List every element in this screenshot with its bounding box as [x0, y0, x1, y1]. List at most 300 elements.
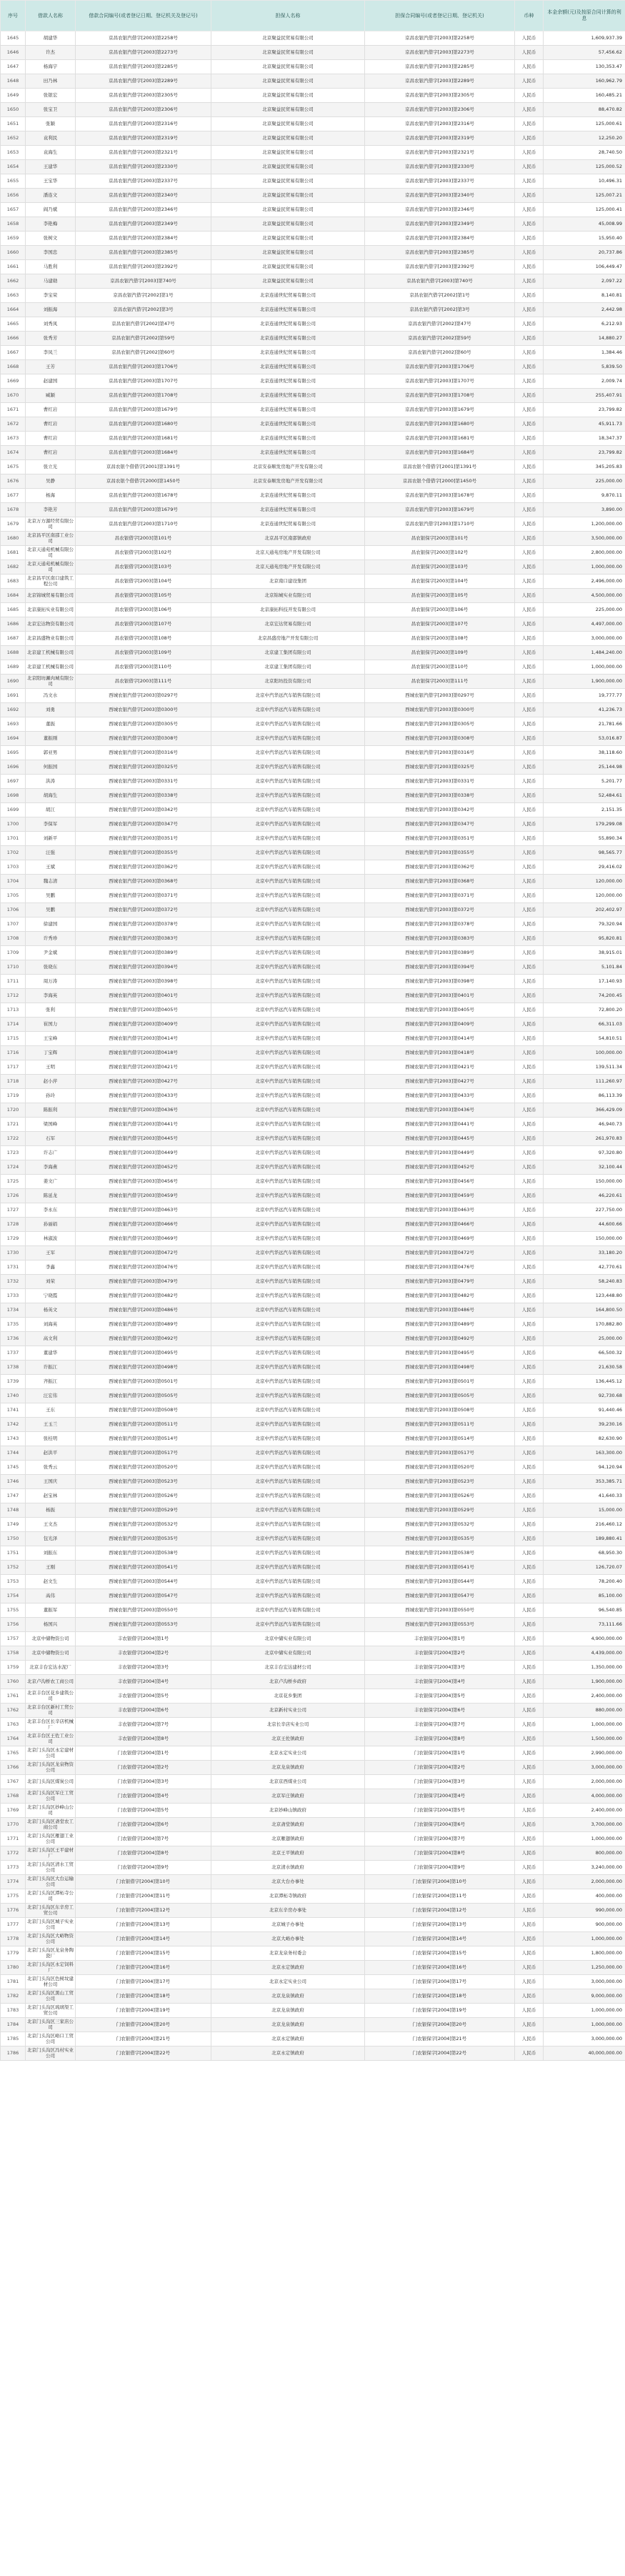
cell-borrower: 北京门头沟区色树坟建材公司	[26, 1975, 76, 1989]
cell-guarantee-contract: 西城农银汽借字[2003]第0389号	[365, 946, 515, 960]
table-row	[1, 760, 625, 775]
cell-amount: 5,101.84	[544, 960, 625, 975]
cell-currency: 人民币	[515, 1989, 544, 2004]
cell-amount: 1,609,937.39	[544, 31, 625, 46]
cell-guarantee-contract: 西城农银汽借字[2003]第0508号	[365, 1403, 515, 1418]
cell-guarantor: 北京阳坊投资有限公司	[211, 675, 365, 689]
cell-borrower: 北京丰台区花乡建筑公司	[26, 1689, 76, 1704]
cell-seq: 1658	[1, 217, 26, 232]
cell-guarantor: 北京王佐镇政府	[211, 1732, 365, 1746]
cell-borrower: 齐振江	[26, 1375, 76, 1389]
cell-guarantor: 北京连通世纪贸易有限公司	[211, 517, 365, 532]
cell-guarantor: 北京连通世纪贸易有限公司	[211, 346, 365, 360]
cell-borrower: 北京中储物资公司	[26, 1646, 76, 1661]
cell-currency: 人民币	[515, 489, 544, 503]
cell-guarantee-contract: 京昌农银汽借字[2002]第59号	[365, 332, 515, 346]
cell-guarantee-contract: 丰农银保字[2004]第6号	[365, 1704, 515, 1718]
cell-guarantee-contract: 西城农银汽借字[2003]第0398号	[365, 975, 515, 989]
cell-amount: 15,000.00	[544, 1503, 625, 1518]
cell-borrower: 张银宏	[26, 89, 76, 103]
cell-seq: 1771	[1, 1832, 26, 1846]
cell-loan-contract: 西城农银汽借字[2003]第0342号	[76, 803, 211, 817]
cell-amount: 4,497,000.00	[544, 617, 625, 632]
table-row	[1, 74, 625, 89]
cell-guarantor: 北京聚益民贸易有限公司	[211, 174, 365, 189]
cell-loan-contract: 西城农银汽借字[2003]第0547号	[76, 1589, 211, 1603]
cell-borrower: 杨英文	[26, 1303, 76, 1318]
cell-amount: 3,700,000.00	[544, 1818, 625, 1832]
cell-borrower: 北京宏达物资有限公司	[26, 617, 76, 632]
cell-guarantor: 北京中汽华远汽车销售有限公司	[211, 1532, 365, 1546]
cell-seq: 1776	[1, 1904, 26, 1918]
cell-amount: 5,201.77	[544, 775, 625, 789]
cell-borrower: 陈振利	[26, 1103, 76, 1118]
cell-borrower: 刘海英	[26, 1318, 76, 1332]
cell-currency: 人民币	[515, 832, 544, 846]
cell-seq: 1757	[1, 1632, 26, 1646]
cell-guarantor: 北京连通世纪贸易有限公司	[211, 503, 365, 517]
cell-guarantor: 北京中汽华远汽车销售有限公司	[211, 760, 365, 775]
cell-seq: 1744	[1, 1446, 26, 1461]
cell-guarantor: 北京连通世纪贸易有限公司	[211, 374, 365, 389]
cell-seq: 1773	[1, 1861, 26, 1875]
cell-loan-contract: 西城农银汽借字[2003]第0532号	[76, 1518, 211, 1532]
cell-guarantor: 北京中汽华远汽车销售有限公司	[211, 1203, 365, 1218]
cell-currency: 人民币	[515, 760, 544, 775]
cell-currency: 人民币	[515, 474, 544, 489]
cell-guarantor: 北京聚益民贸易有限公司	[211, 217, 365, 232]
cell-guarantor: 北京中汽华远汽车销售有限公司	[211, 1489, 365, 1503]
cell-seq: 1700	[1, 817, 26, 832]
cell-seq: 1656	[1, 189, 26, 203]
cell-guarantor: 北京聚益民贸易有限公司	[211, 89, 365, 103]
cell-guarantee-contract: 西城农银汽借字[2003]第0362号	[365, 860, 515, 875]
table-row	[1, 603, 625, 617]
cell-seq: 1758	[1, 1646, 26, 1661]
cell-currency: 人民币	[515, 917, 544, 932]
cell-currency: 人民币	[515, 403, 544, 417]
cell-currency: 人民币	[515, 1718, 544, 1732]
cell-guarantee-contract: 西城农银汽借字[2003]第0456号	[365, 1175, 515, 1189]
cell-guarantor: 北京中汽华远汽车销售有限公司	[211, 875, 365, 889]
cell-loan-contract: 门农银借字[2004]第3号	[76, 1775, 211, 1789]
cell-guarantee-contract: 西城农银汽借字[2003]第0532号	[365, 1518, 515, 1532]
cell-currency: 人民币	[515, 989, 544, 1003]
cell-loan-contract: 门农银借字[2004]第16号	[76, 1961, 211, 1975]
cell-currency: 人民币	[515, 303, 544, 317]
cell-amount: 2,000,000.00	[544, 1775, 625, 1789]
cell-loan-contract: 西城农银汽借字[2003]第0433号	[76, 1089, 211, 1103]
cell-amount: 8,140.81	[544, 289, 625, 303]
cell-guarantee-contract: 门农银保字[2004]第21号	[365, 2032, 515, 2047]
cell-seq: 1691	[1, 689, 26, 703]
table-row	[1, 1675, 625, 1689]
table-row	[1, 1518, 625, 1532]
cell-borrower: 北京天通苑机械有限公司	[26, 546, 76, 560]
table-row	[1, 1618, 625, 1632]
cell-amount: 39,230.16	[544, 1418, 625, 1432]
cell-currency: 人民币	[515, 232, 544, 246]
cell-currency: 人民币	[515, 1175, 544, 1189]
cell-guarantor: 北京龙泉镇政府	[211, 1761, 365, 1775]
cell-guarantor: 北京中汽华远汽车销售有限公司	[211, 1132, 365, 1146]
cell-currency: 人民币	[515, 1804, 544, 1818]
cell-guarantee-contract: 丰农银保字[2004]第7号	[365, 1718, 515, 1732]
table-row	[1, 817, 625, 832]
cell-seq: 1730	[1, 1246, 26, 1260]
cell-amount: 3,000,000.00	[544, 1761, 625, 1775]
cell-currency: 人民币	[515, 2018, 544, 2032]
table-row	[1, 1489, 625, 1503]
cell-currency: 人民币	[515, 1732, 544, 1746]
cell-currency: 人民币	[515, 346, 544, 360]
cell-amount: 1,800,000.00	[544, 1946, 625, 1961]
cell-seq: 1650	[1, 103, 26, 117]
cell-currency: 人民币	[515, 131, 544, 146]
cell-borrower: 北京丰台宏达水泥厂	[26, 1661, 76, 1675]
cell-seq: 1760	[1, 1675, 26, 1689]
cell-guarantee-contract: 丰农银保字[2004]第4号	[365, 1675, 515, 1689]
cell-loan-contract: 京昌农银汽借字[2003]第2337号	[76, 174, 211, 189]
cell-guarantor: 北京中汽华远汽车销售有限公司	[211, 1346, 365, 1361]
cell-seq: 1766	[1, 1761, 26, 1775]
cell-amount: 345,205.83	[544, 460, 625, 474]
cell-seq: 1726	[1, 1189, 26, 1203]
cell-loan-contract: 西城农银汽借字[2003]第0401号	[76, 989, 211, 1003]
cell-amount: 216,460.12	[544, 1518, 625, 1532]
cell-currency: 人民币	[515, 31, 544, 46]
table-row	[1, 432, 625, 446]
cell-borrower: 北京康拓实业有限公司	[26, 603, 76, 617]
cell-seq: 1686	[1, 617, 26, 632]
cell-amount: 96,540.85	[544, 1603, 625, 1618]
cell-amount: 4,900,000.00	[544, 1632, 625, 1646]
cell-borrower: 李艳芳	[26, 503, 76, 517]
table-row	[1, 1403, 625, 1418]
cell-amount: 1,000,000.00	[544, 1718, 625, 1732]
cell-loan-contract: 西城农银汽借字[2003]第0526号	[76, 1489, 211, 1503]
cell-currency: 人民币	[515, 1332, 544, 1346]
cell-seq: 1786	[1, 2047, 26, 2061]
cell-borrower: 赵宝林	[26, 1489, 76, 1503]
cell-guarantee-contract: 门农银保字[2004]第18号	[365, 1989, 515, 2004]
cell-loan-contract: 西城农银汽借字[2003]第0325号	[76, 760, 211, 775]
cell-amount: 1,000,000.00	[544, 660, 625, 675]
cell-seq: 1693	[1, 717, 26, 732]
cell-seq: 1653	[1, 146, 26, 160]
cell-currency: 人民币	[515, 1403, 544, 1418]
cell-amount: 74,200.45	[544, 989, 625, 1003]
cell-amount: 23,799.82	[544, 446, 625, 460]
cell-amount: 33,180.20	[544, 1246, 625, 1260]
cell-loan-contract: 京昌农银汽借字[2003]第1679号	[76, 403, 211, 417]
cell-borrower: 李凤兰	[26, 346, 76, 360]
cell-guarantee-contract: 门农银保字[2004]第16号	[365, 1961, 515, 1975]
cell-seq: 1664	[1, 303, 26, 317]
cell-guarantee-contract: 京昌农银汽借字[2003]第2289号	[365, 74, 515, 89]
cell-amount: 1,200,000.00	[544, 517, 625, 532]
cell-borrower: 刘勇	[26, 703, 76, 717]
cell-seq: 1672	[1, 417, 26, 432]
cell-guarantee-contract: 京昌农银汽借字[2003]第2306号	[365, 103, 515, 117]
cell-seq: 1683	[1, 575, 26, 589]
cell-guarantor: 北京中汽华远汽车销售有限公司	[211, 746, 365, 760]
cell-guarantor: 北京昌平区南邵镇政府	[211, 532, 365, 546]
cell-loan-contract: 京昌农银汽借字[2003]第1680号	[76, 417, 211, 432]
cell-borrower: 李鑫	[26, 1260, 76, 1275]
cell-guarantor: 北京连通世纪贸易有限公司	[211, 417, 365, 432]
cell-seq: 1718	[1, 1075, 26, 1089]
cell-borrower: 吴鹏	[26, 903, 76, 917]
cell-amount: 66,500.32	[544, 1346, 625, 1361]
cell-borrower: 曹红岩	[26, 446, 76, 460]
cell-guarantee-contract: 昌农银保字[2003]第109号	[365, 646, 515, 660]
cell-guarantor: 北京中汽华远汽车销售有限公司	[211, 1260, 365, 1275]
cell-amount: 23,799.82	[544, 403, 625, 417]
cell-guarantor: 北京中汽华远汽车销售有限公司	[211, 689, 365, 703]
cell-guarantee-contract: 西城农银汽借字[2003]第0520号	[365, 1461, 515, 1475]
cell-guarantor: 北京城子办事处	[211, 1918, 365, 1932]
cell-borrower: 北京门头沟区城子实业公司	[26, 1918, 76, 1932]
cell-guarantor: 北京聚益民贸易有限公司	[211, 46, 365, 60]
cell-currency: 人民币	[515, 2004, 544, 2018]
cell-borrower: 高文利	[26, 1332, 76, 1346]
cell-guarantee-contract: 京昌农银汽借字[2003]第2305号	[365, 89, 515, 103]
cell-guarantor: 北京中汽华远汽车销售有限公司	[211, 789, 365, 803]
cell-currency: 人民币	[515, 1589, 544, 1603]
cell-guarantor: 北京中汽华远汽车销售有限公司	[211, 1461, 365, 1475]
cell-guarantor: 北京中汽华远汽车销售有限公司	[211, 703, 365, 717]
table-row	[1, 1389, 625, 1403]
cell-guarantor: 北京聚益民贸易有限公司	[211, 60, 365, 74]
cell-seq: 1670	[1, 389, 26, 403]
cell-amount: 126,720.07	[544, 1561, 625, 1575]
cell-borrower: 北京建工机械有限公司	[26, 646, 76, 660]
cell-borrower: 北京门头沟区永定建材公司	[26, 1746, 76, 1761]
cell-borrower: 北京门头沟区冯村实业公司	[26, 2047, 76, 2061]
cell-loan-contract: 门农银借字[2004]第11号	[76, 1889, 211, 1904]
cell-guarantor: 北京中汽华远汽车销售有限公司	[211, 960, 365, 975]
cell-guarantor: 北京永定镇政府	[211, 2047, 365, 2061]
cell-amount: 10,496.31	[544, 174, 625, 189]
cell-guarantor: 北京龙泉镇政府	[211, 2018, 365, 2032]
cell-currency: 人民币	[515, 1461, 544, 1475]
cell-amount: 14,880.27	[544, 332, 625, 346]
cell-borrower: 张宝卫	[26, 103, 76, 117]
cell-seq: 1669	[1, 374, 26, 389]
cell-loan-contract: 京昌农银汽借字[2003]第2289号	[76, 74, 211, 89]
cell-seq: 1738	[1, 1361, 26, 1375]
cell-loan-contract: 门农银借字[2004]第9号	[76, 1861, 211, 1875]
cell-guarantee-contract: 昌农银保字[2003]第105号	[365, 589, 515, 603]
cell-seq: 1785	[1, 2032, 26, 2047]
cell-seq: 1751	[1, 1546, 26, 1561]
cell-guarantee-contract: 西城农银汽借字[2003]第0459号	[365, 1189, 515, 1203]
cell-loan-contract: 西城农银汽借字[2003]第0489号	[76, 1318, 211, 1332]
cell-amount: 25,144.98	[544, 760, 625, 775]
cell-guarantor: 北京昌盛房地产开发有限公司	[211, 632, 365, 646]
cell-loan-contract: 丰农银借字[2004]第5号	[76, 1689, 211, 1704]
table-row	[1, 1446, 625, 1461]
cell-guarantee-contract: 京昌农银汽借字[2002]第1号	[365, 289, 515, 303]
cell-currency: 人民币	[515, 189, 544, 203]
cell-loan-contract: 西城农银汽借字[2003]第0421号	[76, 1060, 211, 1075]
cell-guarantee-contract: 京昌农银汽借字[2003]第2340号	[365, 189, 515, 203]
cell-guarantee-contract: 京昌农银汽借字[2003]第2337号	[365, 174, 515, 189]
cell-guarantee-contract: 京昌农银汽借字[2003]第2321号	[365, 146, 515, 160]
cell-borrower: 李国忠	[26, 246, 76, 260]
cell-amount: 91,440.46	[544, 1403, 625, 1418]
cell-seq: 1752	[1, 1561, 26, 1575]
cell-borrower: 刘新平	[26, 832, 76, 846]
cell-guarantor: 北京中汽华远汽车销售有限公司	[211, 1089, 365, 1103]
cell-guarantee-contract: 门农银保字[2004]第11号	[365, 1889, 515, 1904]
table-row	[1, 1418, 625, 1432]
cell-amount: 160,485.21	[544, 89, 625, 103]
cell-guarantor: 北京聚益民贸易有限公司	[211, 74, 365, 89]
cell-loan-contract: 门农银借字[2004]第19号	[76, 2004, 211, 2018]
cell-loan-contract: 西城农银汽借字[2003]第0351号	[76, 832, 211, 846]
cell-amount: 125,007.21	[544, 189, 625, 203]
cell-guarantor: 北京中汽华远汽车销售有限公司	[211, 1375, 365, 1389]
cell-guarantee-contract: 西城农银汽借字[2003]第0405号	[365, 1003, 515, 1018]
cell-loan-contract: 西城农银汽借字[2003]第0492号	[76, 1332, 211, 1346]
cell-currency: 人民币	[515, 889, 544, 903]
cell-borrower: 赵文生	[26, 1575, 76, 1589]
cell-guarantor: 北京聚益民贸易有限公司	[211, 160, 365, 174]
cell-seq: 1754	[1, 1589, 26, 1603]
cell-loan-contract: 京昌农银汽借字[2003]第1684号	[76, 446, 211, 460]
cell-seq: 1667	[1, 346, 26, 360]
cell-amount: 42,770.61	[544, 1260, 625, 1275]
cell-currency: 人民币	[515, 1132, 544, 1146]
table-row	[1, 1704, 625, 1718]
cell-guarantor: 北京中汽华远汽车销售有限公司	[211, 1032, 365, 1046]
cell-amount: 111,260.97	[544, 1075, 625, 1089]
cell-guarantor: 北京中汽华远汽车销售有限公司	[211, 817, 365, 832]
cell-borrower: 李宝荣	[26, 289, 76, 303]
cell-guarantee-contract: 京昌农银汽借字[2002]第3号	[365, 303, 515, 317]
cell-guarantor: 北京安泰顺发房地产开发有限公司	[211, 460, 365, 474]
cell-seq: 1719	[1, 1089, 26, 1103]
cell-borrower: 汪宏伟	[26, 1389, 76, 1403]
cell-currency: 人民币	[515, 875, 544, 889]
table-row	[1, 1260, 625, 1275]
cell-borrower: 胡江	[26, 803, 76, 817]
cell-loan-contract: 京昌农银汽借字[2003]第2392号	[76, 260, 211, 274]
cell-guarantee-contract: 西城农银汽借字[2003]第0305号	[365, 717, 515, 732]
cell-guarantor: 北京斋堂镇政府	[211, 1818, 365, 1832]
cell-seq: 1774	[1, 1875, 26, 1889]
cell-guarantee-contract: 京昌农银汽借字[2003]第1708号	[365, 389, 515, 403]
cell-amount: 225,000.00	[544, 603, 625, 617]
cell-currency: 人民币	[515, 1432, 544, 1446]
cell-loan-contract: 京昌农银汽借字[2003]第2285号	[76, 60, 211, 74]
cell-amount: 45,008.99	[544, 217, 625, 232]
table-row	[1, 1975, 625, 1989]
cell-loan-contract: 门农银借字[2004]第2号	[76, 1761, 211, 1775]
cell-seq: 1724	[1, 1160, 26, 1175]
cell-loan-contract: 京昌农银汽借字[2003]第1707号	[76, 374, 211, 389]
cell-currency: 人民币	[515, 946, 544, 960]
cell-guarantee-contract: 西城农银汽借字[2003]第0501号	[365, 1375, 515, 1389]
cell-amount: 3,000,000.00	[544, 1975, 625, 1989]
cell-borrower: 王文杰	[26, 1518, 76, 1532]
table-row	[1, 1961, 625, 1975]
cell-loan-contract: 门农银借字[2004]第18号	[76, 1989, 211, 2004]
cell-guarantee-contract: 西城农银汽借字[2003]第0529号	[365, 1503, 515, 1518]
cell-loan-contract: 西城农银汽借字[2003]第0378号	[76, 917, 211, 932]
cell-guarantee-contract: 西城农银汽借字[2003]第0300号	[365, 703, 515, 717]
cell-guarantor: 北京中汽华远汽车销售有限公司	[211, 1418, 365, 1432]
cell-seq: 1657	[1, 203, 26, 217]
table-row	[1, 617, 625, 632]
cell-amount: 120,000.00	[544, 889, 625, 903]
cell-borrower: 刘振海	[26, 303, 76, 317]
cell-guarantee-contract: 西城农银汽借字[2003]第0535号	[365, 1532, 515, 1546]
cell-guarantee-contract: 西城农银汽借字[2003]第0498号	[365, 1361, 515, 1375]
table-row	[1, 1603, 625, 1618]
table-row	[1, 903, 625, 917]
table-row	[1, 1203, 625, 1218]
cell-loan-contract: 门农银借字[2004]第1号	[76, 1746, 211, 1761]
cell-borrower: 张颖	[26, 117, 76, 131]
table-row	[1, 203, 625, 217]
cell-loan-contract: 昌农银借字[2003]第108号	[76, 632, 211, 646]
cell-guarantor: 北京中汽华远汽车销售有限公司	[211, 946, 365, 960]
cell-guarantor: 北京连通世纪贸易有限公司	[211, 403, 365, 417]
cell-seq: 1688	[1, 646, 26, 660]
cell-guarantee-contract: 京昌农银汽借字[2003]第1684号	[365, 446, 515, 460]
cell-loan-contract: 京昌农银汽借字[2003]第2321号	[76, 146, 211, 160]
table-row	[1, 1103, 625, 1118]
cell-seq: 1715	[1, 1032, 26, 1046]
cell-seq: 1783	[1, 2004, 26, 2018]
cell-borrower: 北京昌盛物业有限公司	[26, 632, 76, 646]
table-body	[1, 31, 625, 2061]
cell-guarantor: 北京中汽华远汽车销售有限公司	[211, 1332, 365, 1346]
cell-guarantee-contract: 西城农银汽借字[2003]第0371号	[365, 889, 515, 903]
cell-amount: 20,737.86	[544, 246, 625, 260]
table-row	[1, 1332, 625, 1346]
cell-seq: 1714	[1, 1018, 26, 1032]
cell-guarantee-contract: 西城农银汽借字[2003]第0414号	[365, 1032, 515, 1046]
cell-amount: 150,000.00	[544, 1232, 625, 1246]
cell-guarantor: 北京中汽华远汽车销售有限公司	[211, 860, 365, 875]
cell-guarantor: 北京聚益民贸易有限公司	[211, 31, 365, 46]
cell-currency: 人民币	[515, 360, 544, 374]
cell-guarantee-contract: 西城农银汽借字[2003]第0421号	[365, 1060, 515, 1075]
cell-currency: 人民币	[515, 860, 544, 875]
cell-currency: 人民币	[515, 417, 544, 432]
cell-currency: 人民币	[515, 1289, 544, 1303]
cell-guarantee-contract: 京昌农银汽借字[2003]第2258号	[365, 31, 515, 46]
cell-amount: 97,320.80	[544, 1146, 625, 1160]
cell-loan-contract: 西城农银汽借字[2003]第0308号	[76, 732, 211, 746]
cell-borrower: 许振江	[26, 1361, 76, 1375]
cell-guarantor: 北京军庄镇政府	[211, 1789, 365, 1804]
cell-amount: 25,000.00	[544, 1332, 625, 1346]
cell-guarantor: 北京长辛店实业公司	[211, 1718, 365, 1732]
cell-borrower: 刘荣	[26, 1275, 76, 1289]
cell-guarantor: 北京中汽华远汽车销售有限公司	[211, 1303, 365, 1318]
table-row	[1, 174, 625, 189]
cell-loan-contract: 昌农银借字[2003]第110号	[76, 660, 211, 675]
cell-borrower: 林淑波	[26, 1232, 76, 1246]
cell-seq: 1736	[1, 1332, 26, 1346]
table-row	[1, 532, 625, 546]
cell-amount: 58,240.83	[544, 1275, 625, 1289]
